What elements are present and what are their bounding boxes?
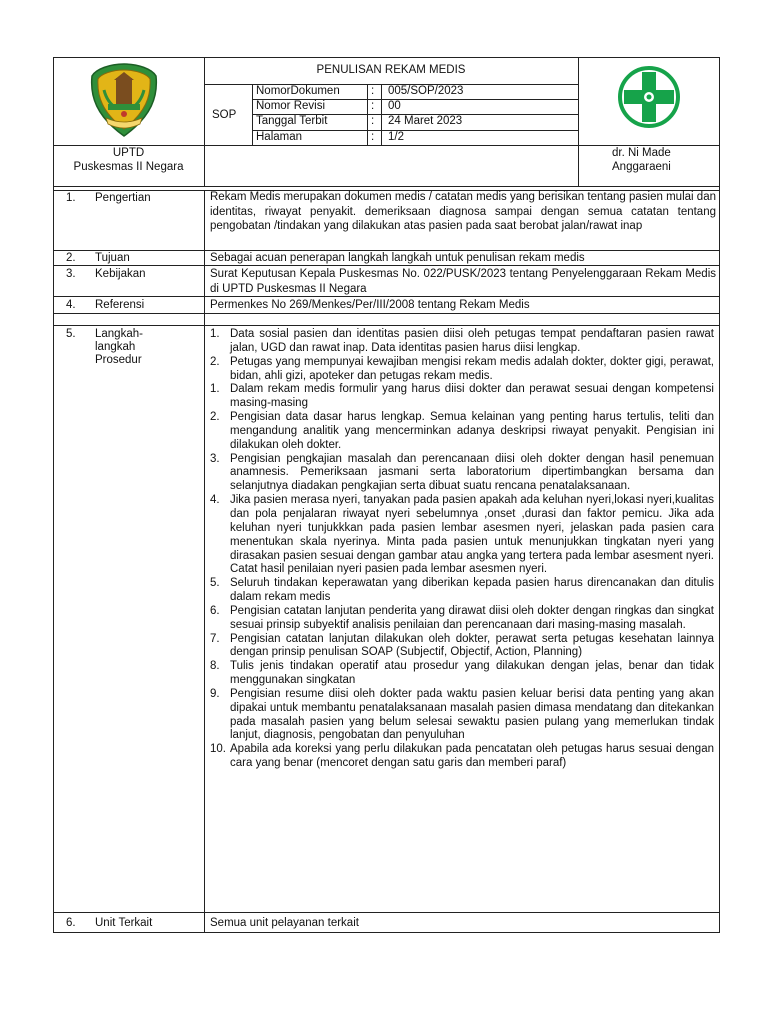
- meta-value-revision: 00: [388, 100, 401, 112]
- meta-label-page: Halaman: [256, 131, 303, 143]
- divider: [53, 265, 720, 266]
- procedure-step-number: 2.: [210, 355, 220, 368]
- procedure-step-number: 7.: [210, 632, 220, 645]
- org-name-line2: Puskesmas II Negara: [73, 161, 184, 173]
- section-text-policy: Surat Keputusan Kepala Puskesmas No. 022/PUSK/2023 tentang Penyelenggaraan Rekam Medis di UPTD Puskesmas II Negara: [210, 268, 716, 295]
- sop-label: SOP: [212, 109, 237, 121]
- procedure-step: [210, 688, 714, 743]
- procedure-step-text: Pengisian catatan lanjutan penderita yang dirawat diisi oleh dokter dengan ringkas dan singkat sesuai prinsip subyektif analisis penilaian dan perencanaan dari masing-masing masalah.: [230, 604, 714, 631]
- section-text-related-unit: Semua unit pelayanan terkait: [210, 917, 359, 929]
- meta-separator: :: [371, 115, 375, 127]
- meta-label-document-number: NomorDokumen: [256, 85, 340, 97]
- section-text-purpose: Sebagai acuan penerapan langkah langkah untuk penulisan rekam medis: [210, 252, 585, 264]
- procedure-step-number: 6.: [210, 604, 220, 617]
- procedure-step-text: Pengisian resume diisi oleh dokter pada waktu pasien keluar berisi data penting yang akan dipakai untuk membantu penatalaksanaan masalah pasien dimasa mendatang dan ditekankan pada masalah pasien yang belum selesai sewaktu pasien pulang yang memerlukan tindak lanjut, diagnosis, pengobatan dan penyuluhan: [230, 687, 714, 742]
- procedure-step: [210, 605, 714, 633]
- procedure-step: [210, 633, 714, 661]
- procedure-step: [210, 743, 714, 771]
- section-text-definition: Rekam Medis merupakan dokumen medis / catatan medis yang berisikan tentang pasien mulai dan identitas, riwayat penyakit. demeriksaan diagnosa sampai dengan semua catatan tentang pengobatan /tindakan yang dilakukan atas pasien pada saat berobat jalan/rawat inap: [210, 191, 716, 233]
- section-number: 6.: [66, 917, 76, 929]
- procedure-step-text: Apabila ada koreksi yang perlu dilakukan pada pencatatan oleh petugas harus sesuai dengan cara yang benar (mencoret dengan satu garis dan memberi paraf): [230, 743, 714, 770]
- divider: [578, 57, 579, 186]
- procedure-step: [210, 577, 714, 605]
- meta-label-issue-date: Tanggal Terbit: [256, 115, 328, 127]
- procedure-step-number: 1.: [210, 383, 220, 396]
- meta-value-issue-date: 24 Maret 2023: [388, 115, 463, 127]
- procedure-step-number: 2.: [210, 411, 220, 424]
- section-label-reference: Referensi: [95, 299, 145, 311]
- meta-value-page: 1/2: [388, 131, 404, 143]
- document-title: PENULISAN REKAM MEDIS: [316, 64, 466, 76]
- procedure-step: [210, 494, 714, 577]
- procedure-step-text: Tulis jenis tindakan operatif atau prosedur yang dilakukan dengan jelas, benar dan tidak menggunakan singkatan: [230, 660, 714, 687]
- regional-government-emblem-icon: [86, 60, 162, 140]
- section-label-purpose: Tujuan: [95, 252, 130, 264]
- section-label-procedure-line2: langkah: [95, 341, 136, 353]
- procedure-step-text: Jika pasien merasa nyeri, tanyakan pada pasien apakah ada keluhan nyeri,lokasi nyeri,kualitas dan pola penjalaran riwayat nyeri sebelumnya ,onset ,durasi dan faktor pemicu. Jika ada keluhan nyeri tunjukkkan pada pasien lembar asesmen nyeri, jelaskan pada pasien cara menentukan skala nyerinya. Minta pada pasien untuk menunjukkan tingkatan nyeri yang dirasakan pasien sesuai dengan gambar atau angka yang tertera pada lembar asesment nyeri. Catat hasil penilaian nyeri pasien pada lembar asesmen nyeri.: [230, 494, 714, 576]
- procedure-steps-list: [210, 328, 714, 771]
- procedure-step-number: 10.: [210, 743, 226, 756]
- section-number: 2.: [66, 252, 76, 264]
- procedure-step-text: Data sosial pasien dan identitas pasien diisi oleh petugas tempat pendaftaran pasien rawat jalan, UGD dan rawat inap. Data identitas pasien harus diisi lengkap.: [230, 328, 714, 354]
- procedure-step-text: Petugas yang mempunyai kewajiban mengisi rekam medis adalah dokter, dokter gigi, perawat, bidan, ahli gizi, apoteker dan petugas rekam medis.: [230, 355, 714, 382]
- section-label-procedure-line3: Prosedur: [95, 354, 142, 366]
- divider: [53, 186, 720, 187]
- procedure-step-text: Pengisian pengkajian masalah dan perencanaan diisi oleh dokter dengan hasil penemuan anamnesis. Pemeriksaan jasmani serta laboratorium dipertimbangkan bersama dan selanjutnya diadakan pengkajian serta dibuat suatu rencana penatalaksanaan.: [230, 452, 714, 493]
- section-number: 3.: [66, 268, 76, 280]
- divider: [53, 313, 720, 314]
- section-label-definition: Pengertian: [95, 192, 151, 204]
- divider: [53, 325, 720, 326]
- procedure-step-text: Pengisian catatan lanjutan dilakukan oleh dokter, perawat serta petugas kesehatan lainnya dengan prinsip penulisan SOAP (Subjectif, Objectif, Action, Planning): [230, 632, 714, 659]
- procedure-step-number: 3.: [210, 452, 220, 465]
- section-number: 1.: [66, 192, 76, 204]
- procedure-step-number: 4.: [210, 494, 220, 507]
- section-label-procedure-line1: Langkah-: [95, 328, 143, 340]
- section-number: 4.: [66, 299, 76, 311]
- meta-separator: :: [371, 131, 375, 143]
- org-name-line1: UPTD: [112, 147, 145, 159]
- procedure-step: [210, 411, 714, 453]
- procedure-step-number: 1.: [210, 328, 220, 340]
- puskesmas-green-cross-icon: [612, 66, 686, 128]
- procedure-step: [210, 453, 714, 495]
- divider: [204, 190, 205, 933]
- signer-name-line2: Anggaraeni: [612, 161, 671, 173]
- section-label-policy: Kebijakan: [95, 268, 146, 280]
- section-text-reference: Permenkes No 269/Menkes/Per/III/2008 tentang Rekam Medis: [210, 299, 530, 311]
- meta-value-document-number: 005/SOP/2023: [388, 85, 464, 97]
- procedure-step: [210, 328, 714, 356]
- procedure-step-text: Pengisian data dasar harus lengkap. Semua kelainan yang penting harus tertulis, teliti dan mengandung analitik yang mencerminkan adanya deskripsi riwayat penyakit. Pengisian ini dilakukan oleh dokter.: [230, 411, 714, 451]
- procedure-step: [210, 660, 714, 688]
- meta-label-revision: Nomor Revisi: [256, 100, 326, 112]
- procedure-step-number: 9.: [210, 687, 220, 700]
- procedure-step-number: 5.: [210, 577, 220, 590]
- procedure-step: [210, 356, 714, 384]
- meta-separator: :: [371, 85, 375, 97]
- signer-name-line1: dr. Ni Made: [612, 147, 671, 159]
- procedure-step-text: Seluruh tindakan keperawatan yang diberikan kepada pasien harus direncanakan dan ditulis dalam rekam medis: [230, 577, 714, 604]
- divider: [53, 912, 720, 913]
- procedure-step-number: 8.: [210, 660, 220, 673]
- section-number: 5.: [66, 328, 76, 340]
- procedure-step-text: Dalam rekam medis formulir yang harus diisi dokter dan perawat sesuai dengan kompetensi masing-masing: [230, 383, 714, 410]
- procedure-step: [210, 383, 714, 411]
- meta-separator: :: [371, 100, 375, 112]
- section-label-related-unit: Unit Terkait: [95, 917, 153, 929]
